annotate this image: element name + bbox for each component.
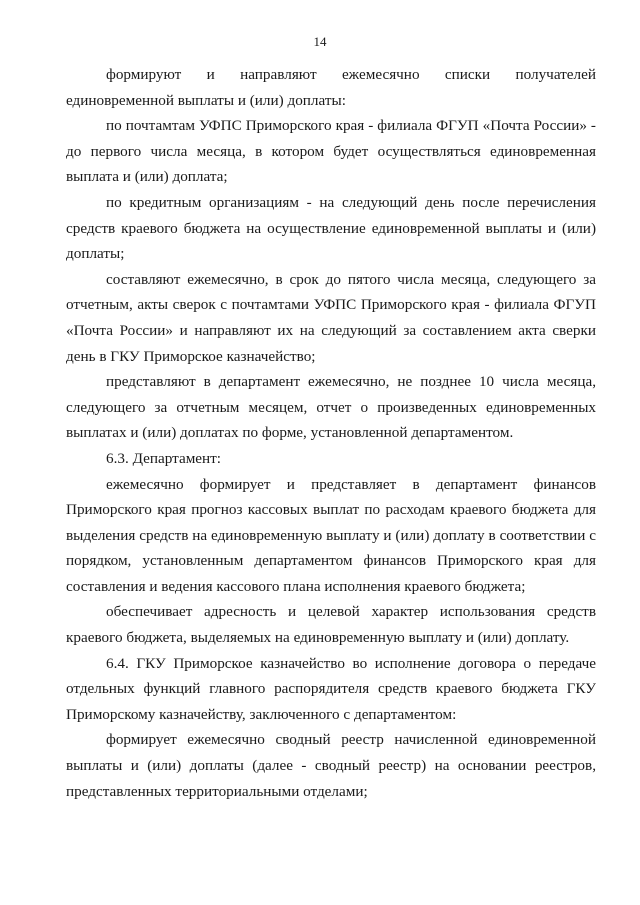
paragraph: составляют ежемесячно, в срок до пятого числа месяца, следующего за отчетным, акты сверок с почтамтами УФПС Приморского края - филиала ФГУП «Почта России» и направляют их на следующий за составлением акта сверки день в ГКУ Приморское казначейство;: [66, 270, 596, 365]
paragraph: обеспечивает адресность и целевой характер использования средств краевого бюджета, выделяемых на единовременную выплату и (или) доплату.: [66, 603, 596, 647]
paragraph: формирует ежемесячно сводный реестр начисленной единовременной выплаты и (или) доплаты (далее - сводный реестр) на основании реестров, представленных территориальными отделами;: [66, 731, 596, 800]
paragraph: по кредитным организациям - на следующий день после перечисления средств краевого бюджета на осуществление единовременной выплаты и (или) доплаты;: [66, 193, 596, 263]
paragraph: ежемесячно формирует и представляет в департамент финансов Приморского края прогноз кассовых выплат по расходам краевого бюджета для выделения средств на единовременную выплату и (или) доплату в соответствии с порядком, установленным департаментом финансов Приморского края для составления и ведения кассового плана исполнения краевого бюджета;: [66, 475, 596, 595]
paragraph: формируют и направляют ежемесячно списки получателей единовременной выплаты и (или) доплаты:: [66, 66, 596, 109]
paragraph-6-4: 6.4. ГКУ Приморское казначейство во исполнение договора о передаче отдельных функций главного распорядителя средств краевого бюджета ГКУ Приморскому казначейству, заключенного с департаментом:: [66, 654, 596, 723]
page-number: 14: [313, 34, 327, 49]
document-body: [66, 62, 596, 804]
section-heading-6-3: 6.3. Департамент:: [106, 449, 222, 467]
paragraph: по почтамтам УФПС Приморского края - филиала ФГУП «Почта России» - до первого числа месяца, в котором будет осуществляться единовременная выплата и (или) доплата;: [66, 117, 596, 186]
paragraph: представляют в департамент ежемесячно, не позднее 10 числа месяца, следующего за отчетным месяцем, отчет о произведенных единовременных выплатах и (или) доплатах по форме, установленной департаментом.: [66, 373, 596, 442]
